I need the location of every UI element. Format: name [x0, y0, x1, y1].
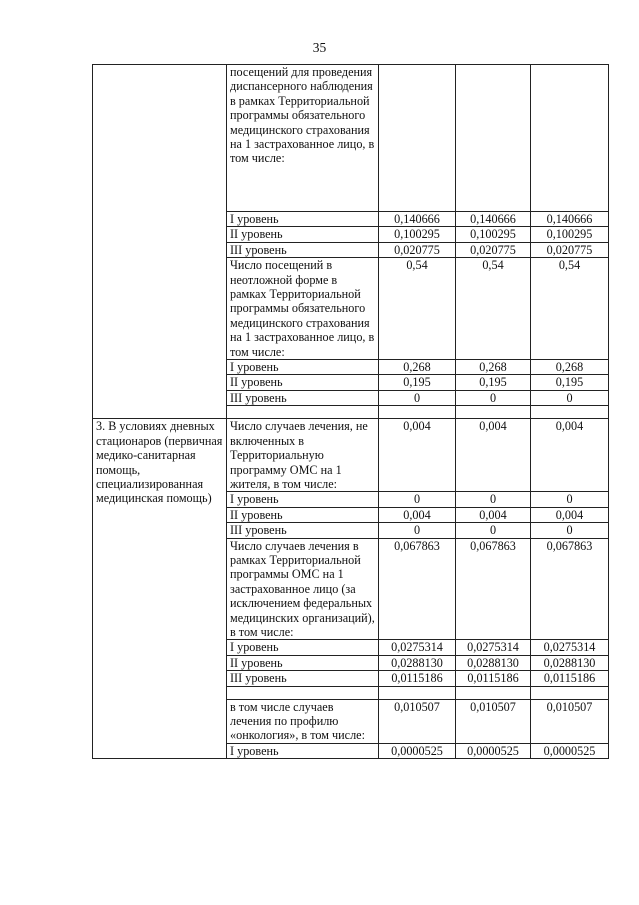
value-cell: 0,268 [379, 360, 456, 375]
empty-cell [531, 406, 609, 419]
level-label: I уровень [227, 360, 379, 375]
value-cell: 0,004 [531, 507, 609, 522]
value-cell: 0,140666 [531, 212, 609, 227]
value-cell: 0,0275314 [531, 640, 609, 655]
value-cell: 0,268 [456, 360, 531, 375]
value-cell: 0 [379, 390, 456, 405]
value-cell: 0,010507 [531, 699, 609, 743]
value-cell: 0,100295 [379, 227, 456, 242]
value-cell: 0 [456, 390, 531, 405]
value-cell: 0,0000525 [456, 743, 531, 758]
value-cell: 0,067863 [379, 538, 456, 640]
value-cell: 0 [456, 492, 531, 507]
indicator-label: Число случаев лечения, не включенных в Территориальную программу ОМС на 1 жителя, в том числе: [227, 419, 379, 492]
category-cell-empty [93, 65, 227, 419]
empty-cell [531, 686, 609, 699]
indicator-label: в том числе случаев лечения по профилю «онкология», в том числе: [227, 699, 379, 743]
value-cell: 0 [379, 492, 456, 507]
value-cell: 0 [531, 390, 609, 405]
norms-table [92, 64, 609, 759]
level-label: II уровень [227, 655, 379, 670]
value-cell: 0,0000525 [531, 743, 609, 758]
value-cell: 0,010507 [456, 699, 531, 743]
empty-cell [379, 686, 456, 699]
value-cell: 0,067863 [531, 538, 609, 640]
value-cell: 0,54 [531, 258, 609, 360]
value-cell: 0,0288130 [379, 655, 456, 670]
value-cell: 0,195 [531, 375, 609, 390]
value-cell: 0,0115186 [531, 671, 609, 686]
empty-cell [227, 406, 379, 419]
value-cell: 0,268 [531, 360, 609, 375]
empty-cell [456, 406, 531, 419]
value-cell [531, 65, 609, 212]
value-cell: 0 [531, 492, 609, 507]
value-cell: 0,004 [379, 419, 456, 492]
value-cell: 0,010507 [379, 699, 456, 743]
value-cell: 0,0000525 [379, 743, 456, 758]
level-label: III уровень [227, 671, 379, 686]
indicator-label: Число посещений в неотложной форме в рамках Территориальной программы обязательного медицинского страхования на 1 застрахованное лицо, в том числе: [227, 258, 379, 360]
value-cell: 0,140666 [456, 212, 531, 227]
page-number: 35 [312, 40, 327, 55]
value-cell: 0,100295 [531, 227, 609, 242]
value-cell: 0,0275314 [456, 640, 531, 655]
level-label: I уровень [227, 212, 379, 227]
empty-cell [379, 406, 456, 419]
level-label: III уровень [227, 390, 379, 405]
level-label: I уровень [227, 640, 379, 655]
category-cell-day-hospital: 3. В условиях дневных стационаров (первичная медико-санитарная помощь, специализированная медицинская помощь) [93, 419, 227, 759]
level-label: II уровень [227, 375, 379, 390]
value-cell: 0,0115186 [456, 671, 531, 686]
value-cell: 0,100295 [456, 227, 531, 242]
value-cell: 0,004 [379, 507, 456, 522]
level-label: II уровень [227, 227, 379, 242]
value-cell: 0,0115186 [379, 671, 456, 686]
level-label: I уровень [227, 743, 379, 758]
indicator-label: посещений для проведения диспансерного наблюдения в рамках Территориальной программы обязательного медицинского страхования на 1 застрахованное лицо, в том числе: [227, 65, 379, 212]
value-cell: 0,0288130 [531, 655, 609, 670]
value-cell: 0 [531, 523, 609, 538]
level-label: III уровень [227, 242, 379, 257]
value-cell: 0,020775 [379, 242, 456, 257]
value-cell: 0,140666 [379, 212, 456, 227]
value-cell: 0,020775 [531, 242, 609, 257]
value-cell: 0 [456, 523, 531, 538]
value-cell: 0,54 [379, 258, 456, 360]
value-cell: 0,0275314 [379, 640, 456, 655]
value-cell: 0,195 [456, 375, 531, 390]
value-cell: 0,067863 [456, 538, 531, 640]
value-cell: 0,54 [456, 258, 531, 360]
value-cell: 0,004 [531, 419, 609, 492]
value-cell [379, 65, 456, 212]
table-row [93, 65, 609, 212]
empty-cell [227, 686, 379, 699]
value-cell [456, 65, 531, 212]
value-cell: 0,004 [456, 507, 531, 522]
level-label: II уровень [227, 507, 379, 522]
level-label: I уровень [227, 492, 379, 507]
empty-cell [456, 686, 531, 699]
value-cell: 0 [379, 523, 456, 538]
value-cell: 0,004 [456, 419, 531, 492]
value-cell: 0,0288130 [456, 655, 531, 670]
indicator-label: Число случаев лечения в рамках Территориальной программы ОМС на 1 застрахованное лицо (за исключением федеральных медицинских организаций), в том числе: [227, 538, 379, 640]
value-cell: 0,195 [379, 375, 456, 390]
level-label: III уровень [227, 523, 379, 538]
value-cell: 0,020775 [456, 242, 531, 257]
table-row [93, 419, 609, 492]
